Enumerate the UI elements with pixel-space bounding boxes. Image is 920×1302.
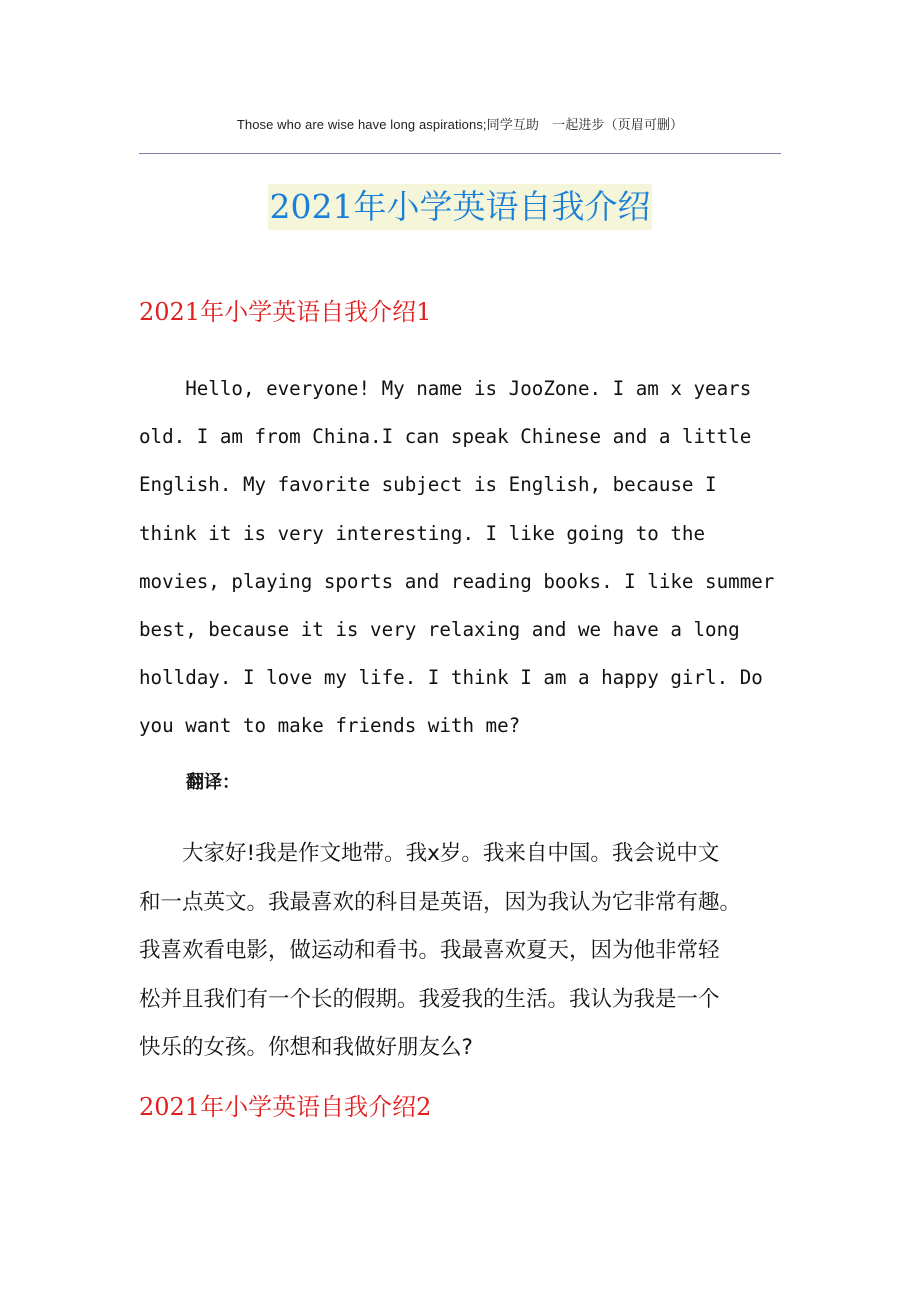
paragraph-line: English. My favorite subject is English, because I xyxy=(139,473,717,497)
paragraph-line: 我喜欢看电影，做运动和看书。我最喜欢夏天，因为他非常轻 xyxy=(139,938,720,963)
header-divider xyxy=(139,153,781,154)
paragraph-line: movies, playing sports and reading books. I like summer xyxy=(139,569,775,593)
paragraph-line: best, because it is very relaxing and we have a long xyxy=(139,617,740,641)
paragraph-line: 和一点英文。我最喜欢的科目是英语，因为我认为它非常有趣。 xyxy=(139,889,742,915)
paragraph-line: 松并且我们有一个长的假期。我爱我的生活。我认为我是一个 xyxy=(139,986,720,1012)
section-heading-1: 2021年小学英语自我介绍1 xyxy=(139,298,432,326)
document-title-text: 2021年小学英语自我介绍 xyxy=(268,184,653,230)
translation-label: 翻译： xyxy=(186,772,240,793)
document-title xyxy=(0,184,920,230)
chinese-paragraph xyxy=(139,830,799,1073)
section-heading-2: 2021年小学英语自我介绍2 xyxy=(139,1093,432,1121)
page-header-text: Those who are wise have long aspirations;同学互助 一起进步（页眉可删） xyxy=(236,117,684,132)
paragraph-line: 大家好!我是作文地带。我x岁。我来自中国。我会说中文 xyxy=(139,841,720,866)
paragraph-line: think it is very interesting. I like going to the xyxy=(139,521,706,545)
english-paragraph xyxy=(139,365,799,751)
paragraph-line: hollday. I love my life. I think I am a happy girl. Do xyxy=(139,666,763,690)
paragraph-line: old. I am from China.I can speak Chinese and a little xyxy=(139,425,752,449)
paragraph-line: Hello, everyone! My name is JooZone. I am x years xyxy=(139,377,752,400)
paragraph-line: you want to make friends with me? xyxy=(139,714,521,738)
paragraph-line: 快乐的女孩。你想和我做好朋友么? xyxy=(139,1035,473,1060)
